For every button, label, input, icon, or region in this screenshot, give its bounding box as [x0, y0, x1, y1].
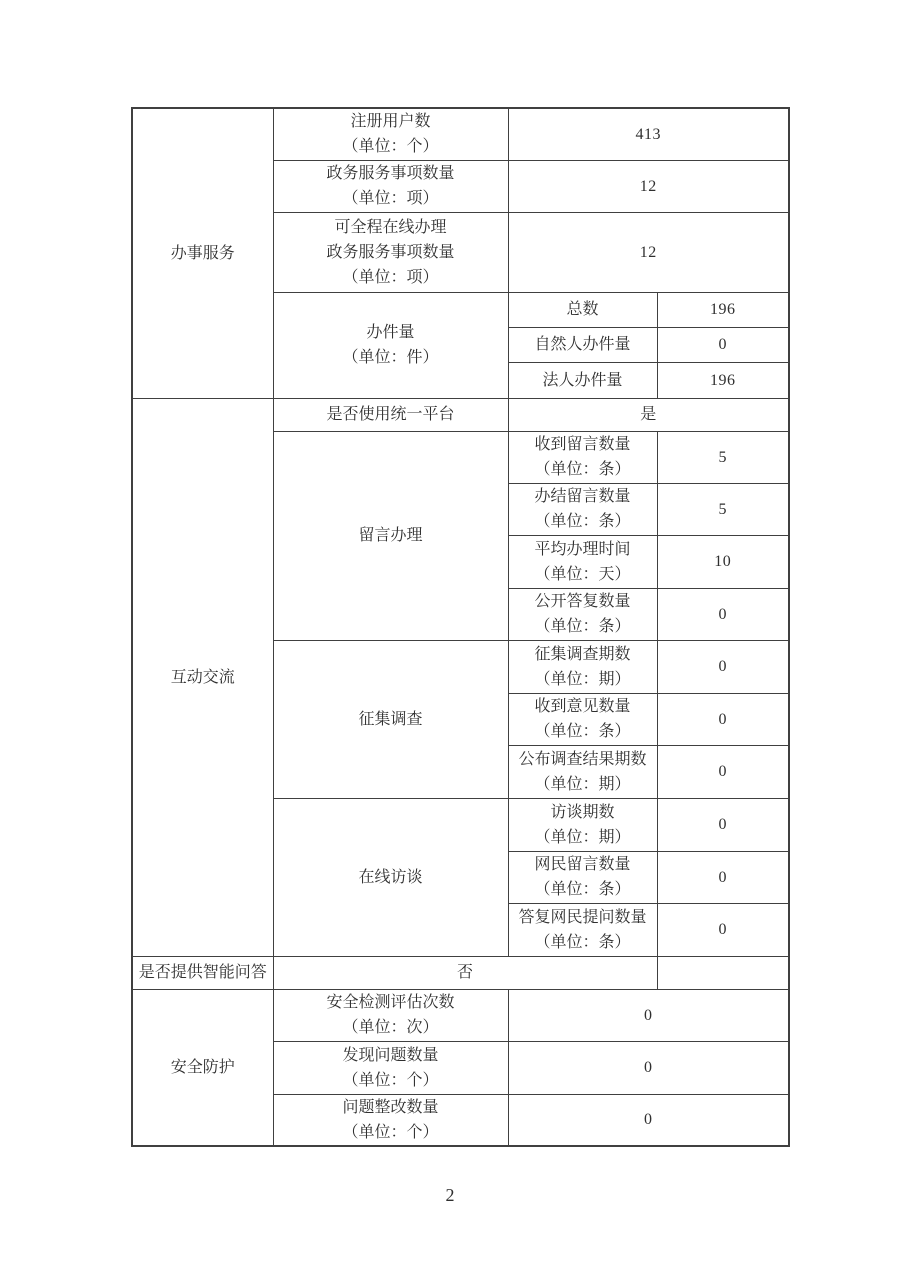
metric-label-cell [273, 1094, 508, 1146]
submetric-label-cell [508, 640, 657, 693]
submetric-label: 公布调查结果期数 [518, 750, 647, 768]
submetric-value-cell: 10 [657, 535, 789, 588]
submetric-value-cell: 0 [657, 640, 789, 693]
submetric-unit: （单位：条） [534, 723, 631, 740]
submetric-label: 答复网民提问数量 [518, 908, 647, 926]
metric-label-cell [273, 989, 508, 1041]
metric-label-cell [273, 108, 508, 160]
metric-label: 政务服务事项数量 [326, 243, 455, 261]
submetric-value-cell: 0 [657, 745, 789, 798]
metric-value-cell: 否 [273, 956, 657, 989]
submetric-label: 收到留言数量 [534, 436, 631, 453]
category-cell-service: 办事服务 [132, 108, 273, 398]
metric-unit: （单位：项） [342, 190, 439, 207]
submetric-label: 访谈期数 [550, 803, 615, 821]
annual-report-table [131, 107, 790, 1147]
submetric-unit: （单位：条） [534, 513, 631, 530]
metric-label-cell: 是否提供智能问答 [132, 956, 273, 989]
submetric-label-cell: 法人办件量 [508, 362, 657, 398]
page-number: 2 [445, 1185, 455, 1205]
submetric-value-cell: 5 [657, 483, 789, 535]
metric-unit: （单位：个） [342, 138, 439, 156]
metric-label: 安全检测评估次数 [326, 994, 455, 1011]
submetric-label: 征集调查期数 [534, 645, 631, 663]
metric-value-cell: 413 [508, 108, 789, 160]
submetric-unit: （单位：天） [534, 565, 631, 583]
group-label-cell-zaixianfangtan: 在线访谈 [273, 798, 508, 956]
metric-label: 政务服务事项数量 [326, 165, 455, 182]
metric-value-cell: 0 [508, 989, 789, 1041]
category-cell-security: 安全防护 [132, 989, 273, 1146]
metric-label: 发现问题数量 [342, 1046, 439, 1064]
submetric-value-cell: 196 [657, 362, 789, 398]
submetric-label-cell [508, 903, 657, 956]
group-label: 办件量 [366, 324, 415, 341]
submetric-value-cell: 0 [657, 903, 789, 956]
metric-value-cell: 0 [508, 1041, 789, 1094]
submetric-label-cell [508, 535, 657, 588]
submetric-unit: （单位：条） [534, 461, 631, 478]
submetric-label-cell [508, 483, 657, 535]
submetric-unit: （单位：期） [534, 670, 631, 688]
group-unit: （单位：件） [342, 349, 439, 366]
submetric-label-cell: 自然人办件量 [508, 327, 657, 362]
metric-label: 可全程在线办理 [334, 218, 447, 236]
submetric-label: 办结留言数量 [534, 488, 631, 505]
submetric-unit: （单位：条） [534, 933, 631, 951]
submetric-unit: （单位：条） [534, 618, 631, 635]
submetric-label: 收到意见数量 [534, 698, 631, 715]
group-label-cell-zhengjidiaocha: 征集调查 [273, 640, 508, 798]
metric-label-cell [273, 160, 508, 212]
metric-unit: （单位：个） [342, 1123, 439, 1141]
submetric-label-cell [508, 745, 657, 798]
metric-unit: （单位：项） [342, 268, 439, 286]
submetric-label: 公开答复数量 [534, 593, 631, 610]
metric-value-cell: 12 [508, 212, 789, 292]
submetric-value-cell: 0 [657, 798, 789, 851]
submetric-label-cell [508, 588, 657, 640]
submetric-value-cell: 0 [657, 851, 789, 903]
metric-label-cell [273, 212, 508, 292]
metric-value-cell: 12 [508, 160, 789, 212]
category-cell-interaction: 互动交流 [132, 398, 273, 956]
submetric-label-cell [508, 851, 657, 903]
submetric-label-cell [508, 798, 657, 851]
group-label-cell-banjianliang [273, 292, 508, 398]
submetric-unit: （单位：期） [534, 828, 631, 846]
metric-value-cell: 是 [508, 398, 789, 431]
metric-label: 问题整改数量 [342, 1098, 439, 1116]
submetric-label: 平均办理时间 [534, 540, 631, 558]
submetric-label: 网民留言数量 [534, 856, 631, 873]
submetric-value-cell: 5 [657, 431, 789, 483]
submetric-label-cell [508, 693, 657, 745]
submetric-value-cell: 0 [657, 588, 789, 640]
submetric-value-cell: 196 [657, 292, 789, 327]
metric-value-cell: 0 [508, 1094, 789, 1146]
metric-unit: （单位：次） [342, 1019, 439, 1036]
submetric-unit: （单位：条） [534, 881, 631, 898]
metric-label: 注册用户数 [350, 113, 431, 131]
metric-unit: （单位：个） [342, 1071, 439, 1089]
metric-label-cell [273, 1041, 508, 1094]
group-label-cell-liuyanbanli: 留言办理 [273, 431, 508, 640]
submetric-unit: （单位：期） [534, 775, 631, 793]
submetric-label-cell [508, 431, 657, 483]
submetric-label-cell: 总数 [508, 292, 657, 327]
submetric-value-cell: 0 [657, 693, 789, 745]
metric-label-cell: 是否使用统一平台 [273, 398, 508, 431]
submetric-value-cell: 0 [657, 327, 789, 362]
